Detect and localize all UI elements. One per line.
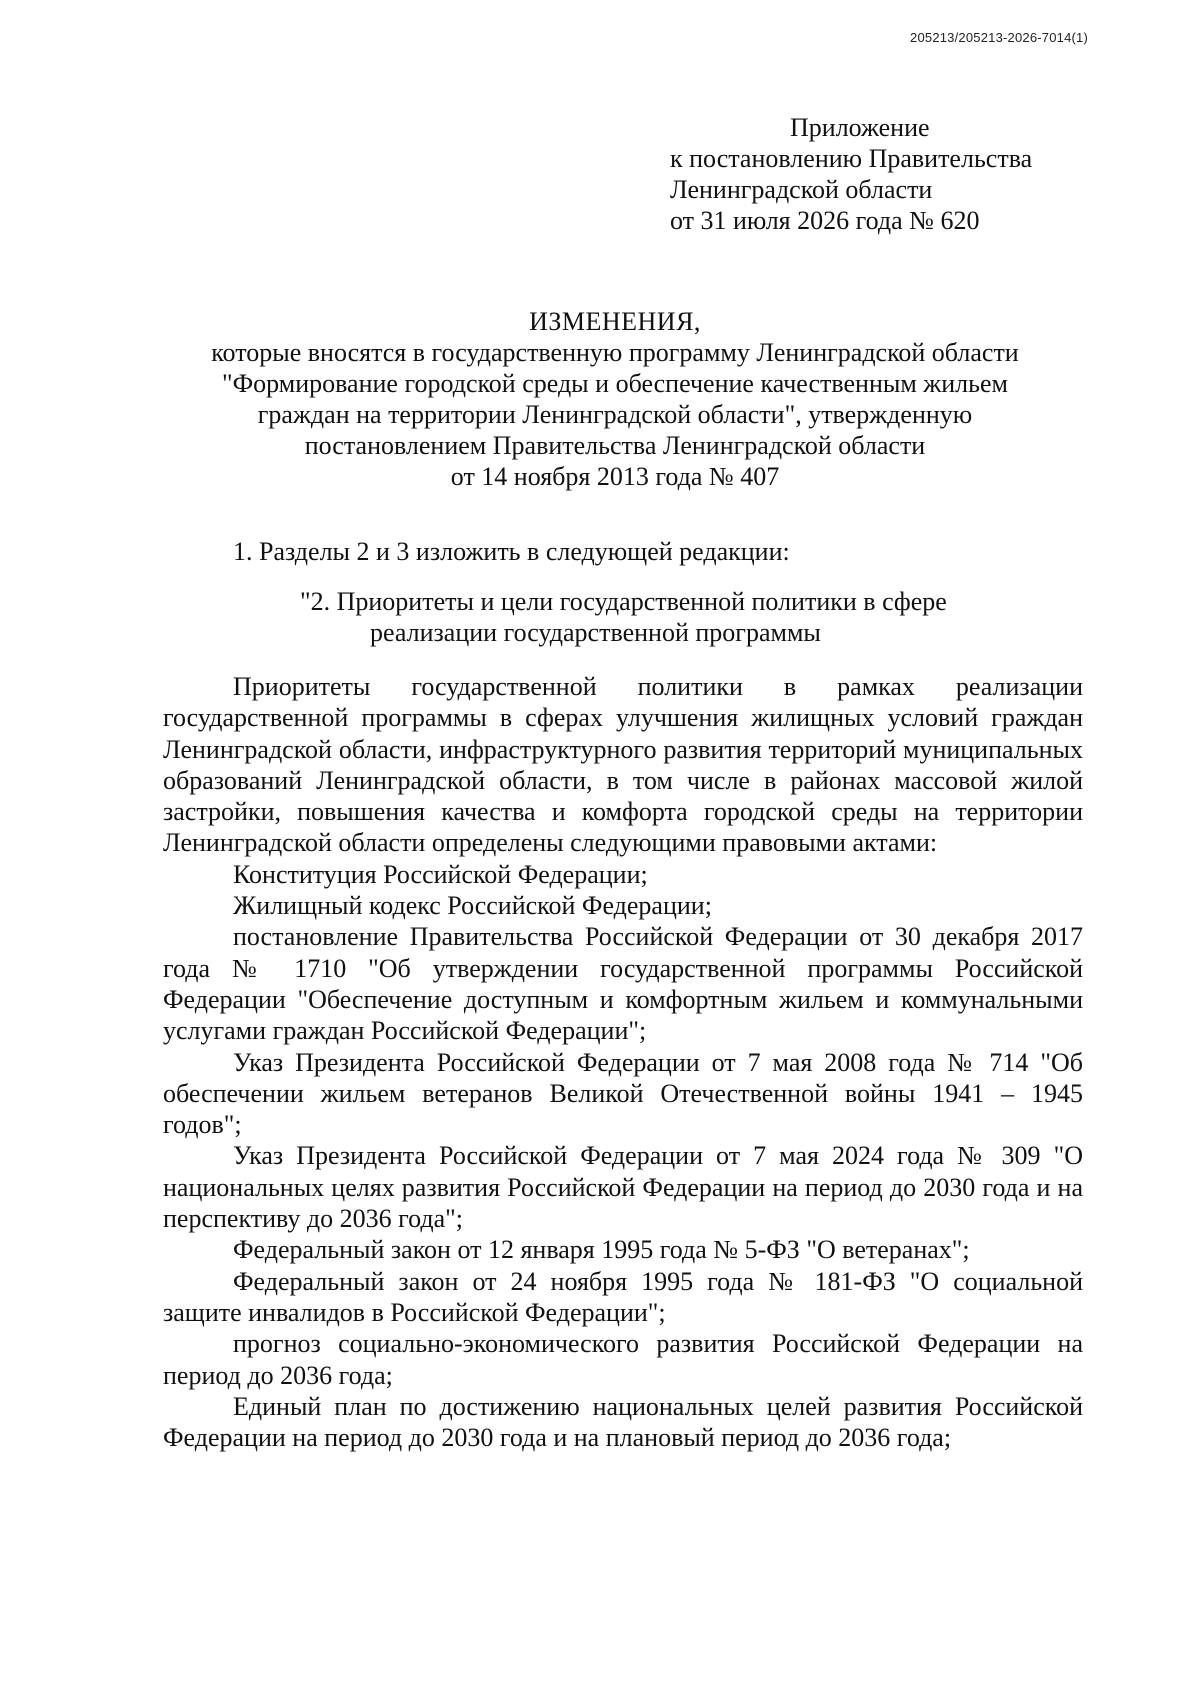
- paragraph: Единый план по достижению национальных целей развития Российской Федерации на период до 2030 года и на плановый период до 2036 года;: [163, 1391, 1083, 1453]
- heading-line: граждан на территории Ленинградской области", утвержденную: [257, 400, 973, 429]
- section-title: [300, 586, 1040, 648]
- appendix-line: от 31 июля 2026 года № 620: [670, 206, 980, 235]
- appendix-block: [670, 112, 1032, 236]
- paragraph: Жилищный кодекс Российской Федерации;: [233, 891, 712, 921]
- heading-line: "Формирование городской среды и обеспечение качественным жильем: [221, 369, 1008, 398]
- document-id: 205213/205213-2026-7014(1): [910, 30, 1088, 45]
- paragraph: Федеральный закон от 24 ноября 1995 года № 181-ФЗ "О социальной защите инвалидов в Российской Федерации";: [163, 1266, 1083, 1327]
- item-1: 1. Разделы 2 и 3 изложить в следующей редакции:: [233, 537, 790, 566]
- appendix-title: Приложение: [790, 113, 930, 142]
- paragraph: Приоритеты государственной политики в рамках реализации государственной программы в сферах улучшения жилищных условий граждан Ленинградской области, инфраструктурного развития территорий муниципальных образований Ленинградской области, в том числе в районах массовой жилой застройки, повышения качества и комфорта городской среды на территории Ленинградской области определены следующими правовыми актами:: [163, 672, 1083, 858]
- paragraph: постановление Правительства Российской Федерации от 30 декабря 2017 года № 1710 "Об утверждении государственной программы Российской Федерации "Обеспечение доступным и комфортным жильем и коммунальными услугами граждан Российской Федерации";: [163, 922, 1083, 1046]
- body-text: [163, 671, 1083, 1453]
- heading-title: ИЗМЕНЕНИЯ,: [529, 307, 701, 336]
- document-heading: [150, 306, 1080, 492]
- appendix-line: Ленинградской области: [670, 175, 933, 204]
- paragraph: Указ Президента Российской Федерации от 7 мая 2008 года № 714 "Об обеспечении жильем ветеранов Великой Отечественной войны 1941 – 1945 годов";: [163, 1047, 1083, 1140]
- paragraph: Федеральный закон от 12 января 1995 года № 5-ФЗ "О ветеранах";: [233, 1235, 970, 1265]
- appendix-line: к постановлению Правительства: [670, 144, 1033, 173]
- section-title-line: "2. Приоритеты и цели государственной политики в сфере: [300, 587, 947, 616]
- heading-line: постановлением Правительства Ленинградской области: [304, 431, 926, 460]
- paragraph: Конституция Российской Федерации;: [233, 859, 648, 889]
- paragraph: прогноз социально-экономического развития Российской Федерации на период до 2036 года;: [163, 1329, 1083, 1390]
- paragraph: Указ Президента Российской Федерации от 7 мая 2024 года № 309 "О национальных целях развития Российской Федерации на период до 2030 года и на перспективу до 2036 года";: [163, 1141, 1083, 1234]
- section-title-line: реализации государственной программы: [370, 618, 821, 647]
- heading-line: которые вносятся в государственную программу Ленинградской области: [211, 338, 1019, 367]
- heading-line: от 14 ноября 2013 года № 407: [450, 462, 780, 491]
